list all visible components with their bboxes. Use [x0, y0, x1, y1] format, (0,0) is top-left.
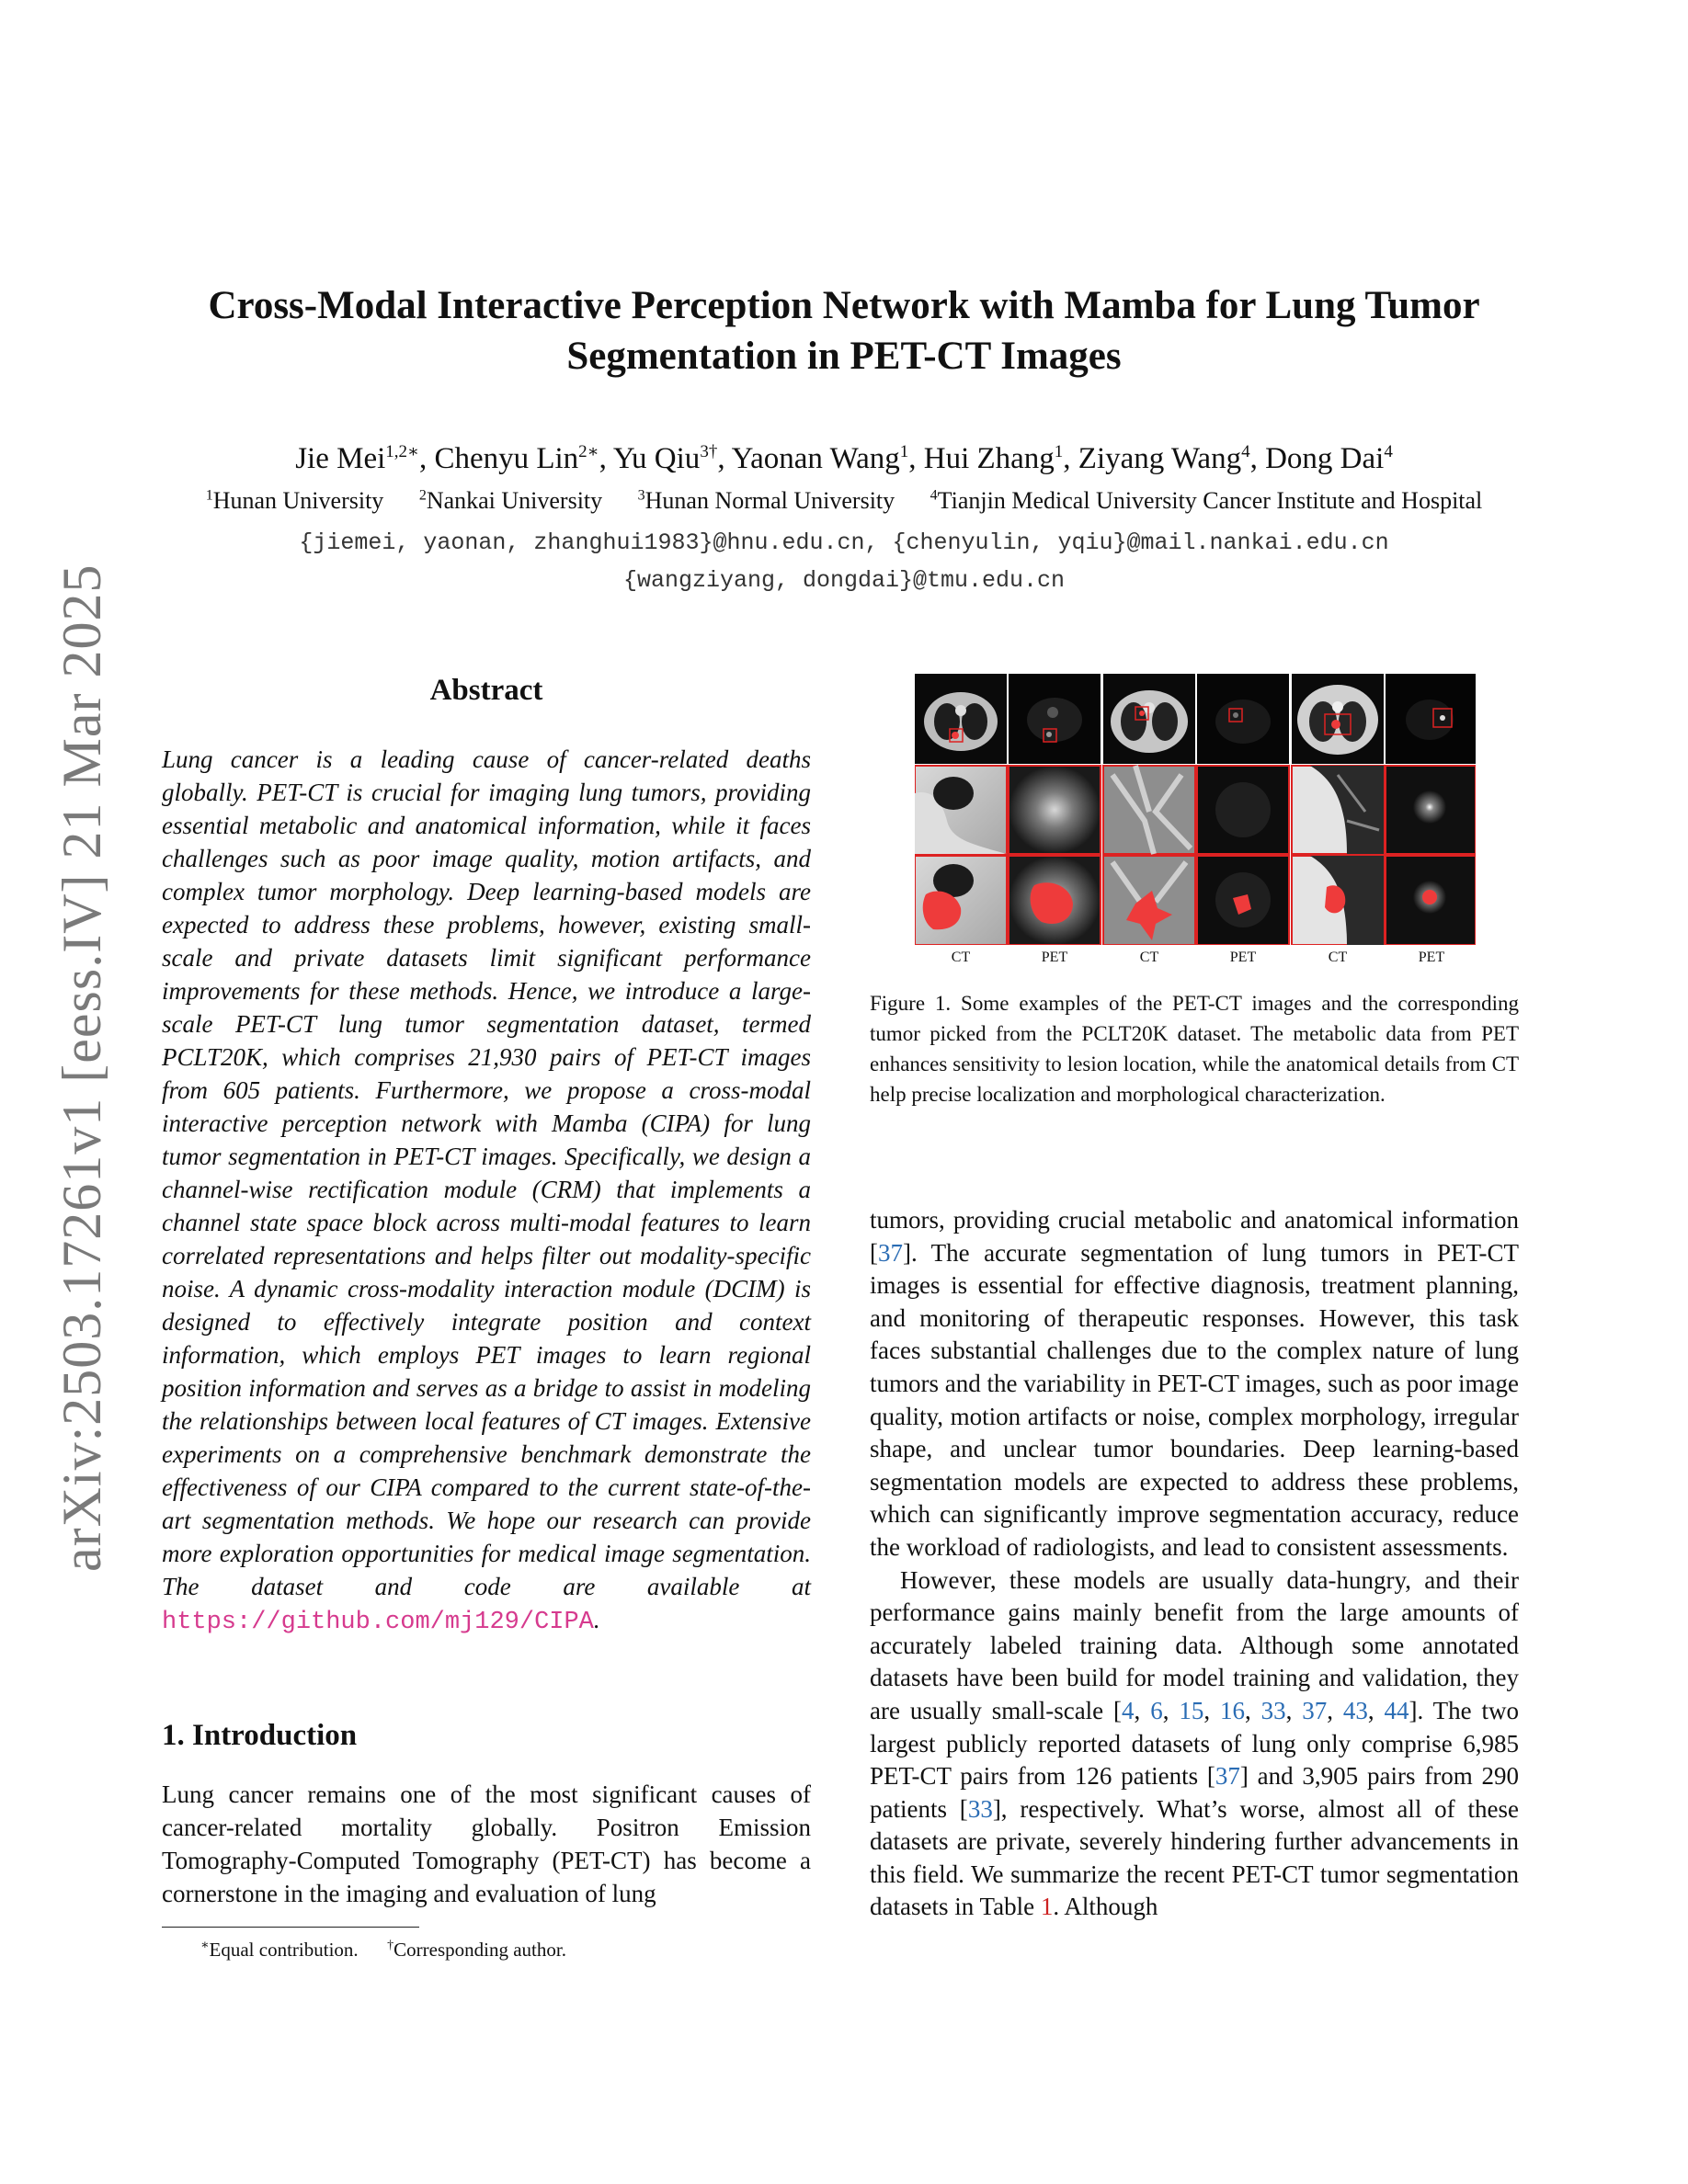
pet-zoom-1: [1009, 766, 1101, 854]
text-run: ] and 3,905 pairs from 290 patients [: [870, 1762, 1519, 1823]
citation-link[interactable]: 37: [1215, 1762, 1240, 1791]
abstract-heading: Abstract: [429, 674, 543, 707]
text-run: . Although: [1053, 1893, 1158, 1921]
author-name: Chenyu Lin: [434, 442, 579, 475]
author-affiliation-mark: 1,2∗: [385, 442, 419, 461]
affiliation-number: 3: [637, 487, 645, 504]
footnote-corresponding-author: Corresponding author.: [393, 1939, 566, 1961]
figure-1-panels: [915, 674, 1476, 945]
introduction-heading: 1. Introduction: [162, 1719, 358, 1752]
abstract-body: [162, 743, 811, 1639]
text-run: tumors, providing crucial metabolic and anatomical information [: [870, 1206, 1519, 1267]
row-full-slices: [915, 674, 1476, 764]
arxiv-identifier: arXiv:2503.17261v1 [eess.IV] 21 Mar 2025: [51, 563, 112, 1572]
text-run: However, these models are usually data-hungry, and their performance gains mainly benefit from the large amounts of accurately labeled training data. Although some annotated datasets have been build for model training and validation, they are usually small-scale [: [870, 1565, 1519, 1724]
affiliation-item: [638, 487, 895, 514]
citation-link[interactable]: 44: [1384, 1696, 1409, 1724]
figure-column-label: PET: [1041, 950, 1068, 965]
affiliation-list: [0, 487, 1688, 515]
paragraph: However, these models are usually data-hungry, and their performance gains mainly benefit from the large amounts of accurately labeled training data. Although some annotated datasets have been build for model training and validation, they are usually small-scale [4, 6, 15, 16, 33, 37, 43, 44]. The two largest publicly reported datasets of lung only comprise 6,985 PET-CT pairs from 126 patients [37] and 3,905 pairs from 290 patients [33], respectively. What’s worse, almost all of these datasets are private, severely hindering further advancements in this field. We summarize the recent PET-CT tumor segmentation datasets in Table 1. Although: [870, 1565, 1520, 1921]
email-line-2: {wangziyang, dongdai}@tmu.edu.cn: [622, 567, 1066, 594]
footnotes: [200, 1938, 566, 1962]
citation-link[interactable]: 6: [1150, 1696, 1163, 1724]
affiliation-item: [419, 487, 602, 514]
affiliation-number: 2: [418, 487, 427, 504]
paper-title: [147, 280, 1541, 381]
author-name: Hui Zhang: [923, 442, 1055, 475]
citation-link[interactable]: 33: [967, 1794, 993, 1823]
author-name: Ziyang Wang: [1078, 442, 1242, 475]
author-affiliation-mark: 1: [899, 442, 909, 461]
author-affiliation-mark: 4: [1384, 442, 1393, 461]
figure-column-label: PET: [1229, 950, 1257, 965]
affiliation-name: Hunan Normal University: [644, 487, 895, 514]
text-run: ], respectively. What’s worse, almost all of these datasets are private, severely hindering further advancements in this field. We summarize the recent PET-CT tumor segmentation datasets in Table: [870, 1794, 1519, 1921]
figure-column-label: PET: [1418, 950, 1445, 965]
citation-link[interactable]: 37: [1302, 1696, 1328, 1724]
figure-column-label: CT: [1139, 950, 1159, 965]
title-line-2: Segmentation in PET-CT Images: [566, 335, 1122, 378]
author-list: Jie Mei$^{1,2∗}$, Chenyu Lin$^{2∗}$, Yu Qiu$^{3\dagger}$, Yaonan Wang$^1$, Hui Zhang$^1$, Ziyang Wang$^4$, Dong Dai$^4$: [295, 442, 1393, 475]
affiliation-name: Nankai University: [426, 487, 603, 514]
abstract-end: .: [593, 1606, 600, 1633]
footnote-equal-contribution: Equal contribution.: [209, 1939, 359, 1961]
abstract-text: Lung cancer is a leading cause of cancer-related deaths globally. PET-CT is crucial for imaging lung tumors, providing essential metabolic and anatomical information, while it faces challenges such as poor image quality, motion artifacts, and complex tumor morphology. Deep learning-based models are expected to address these problems, however, existing small-scale and private datasets limit significant performance improvements for these methods. Hence, we introduce a large-scale PET-CT lung tumor segmentation dataset, termed PCLT20K, which comprises 21,930 pairs of PET-CT images from 605 patients. Furthermore, we propose a cross-modal interactive perception network with Mamba (CIPA) for lung tumor segmentation in PET-CT images. Specifically, we design a channel-wise rectification module (CRM) that implements a channel state space block across multi-modal features to learn correlated representations and helps filter out modality-specific noise. A dynamic cross-modality interaction module (DCIM) is designed to effectively integrate position and context information, which employs PET images to learn regional position information and serves as a bridge to assist in modeling the relationships between local features of CT images. Extensive experiments on a comprehensive benchmark demonstrate the effectiveness of our CIPA compared to the current state-of-the-art segmentation methods. We hope our research can provide more exploration opportunities for medical image segmentation. The dataset and code are available at: [162, 745, 811, 1600]
footnote-mark: †: [387, 1939, 394, 1952]
figure-column-label: CT: [951, 950, 971, 965]
author-affiliation-mark: 3†: [700, 442, 718, 461]
author-name: Yaonan Wang: [731, 442, 900, 475]
affiliation-number: 4: [930, 487, 938, 504]
figure-1-image-grid: [915, 674, 1476, 945]
text-run: ]. The two largest publicly reported datasets of lung only comprise 6,985 PET-CT pairs from 126 patients [: [870, 1696, 1520, 1791]
github-link[interactable]: https://github.com/mj129/CIPA: [162, 1609, 594, 1636]
paragraph: [870, 1204, 1519, 1564]
citation-link[interactable]: 43: [1342, 1696, 1368, 1724]
row-mask-overlays: [915, 856, 1476, 945]
affiliation-number: 1: [205, 487, 213, 504]
author-name: Jie Mei: [295, 442, 386, 475]
row-zoomed-crops: [915, 766, 1476, 854]
author-affiliation-mark: 1: [1054, 442, 1064, 461]
footnote-rule: [162, 1927, 419, 1928]
citation-link[interactable]: 37: [878, 1238, 903, 1267]
right-column-body: [870, 1204, 1519, 1924]
affiliation-item: [206, 487, 384, 514]
citation-link[interactable]: 33: [1260, 1696, 1286, 1724]
affiliation-name: Hunan University: [212, 487, 384, 514]
text-run: ]. The accurate segmentation of lung tumors in PET-CT images is essential for effective diagnosis, treatment planning, and monitoring of therapeutic responses. However, this task faces substantial challenges due to the complex nature of lung tumors and the variability in PET-CT images, such as poor image quality, motion artifacts or noise, complex morphology, irregular shape, and unclear tumor boundaries. Deep learning-based segmentation models are expected to address these problems, which can significantly improve segmentation accuracy, reduce the workload of radiologists, and lead to consistent assessments.: [870, 1238, 1519, 1561]
email-line-1: {jiemei, yaonan, zhanghui1983}@hnu.edu.cn, {chenyulin, yqiu}@mail.nankai.edu.cn: [299, 529, 1389, 556]
affiliation-name: Tianjin Medical University Cancer Institute and Hospital: [937, 487, 1483, 514]
citation-link[interactable]: 16: [1219, 1696, 1245, 1724]
title-line-1: Cross-Modal Interactive Perception Network with Mamba for Lung Tumor: [208, 284, 1480, 327]
citation-link[interactable]: 15: [1179, 1696, 1204, 1724]
author-name: Dong Dai: [1265, 442, 1385, 475]
author-affiliation-mark: 2∗: [578, 442, 599, 461]
footnote-mark: ∗: [200, 1939, 210, 1952]
author-name: Yu Qiu: [612, 442, 701, 475]
affiliation-item: [930, 487, 1483, 514]
citation-link[interactable]: 4: [1122, 1696, 1135, 1724]
table-reference-link[interactable]: 1: [1040, 1893, 1054, 1921]
figure-column-label: CT: [1328, 950, 1348, 965]
author-affiliation-mark: 4: [1241, 442, 1250, 461]
figure-1-caption: Figure 1. Some examples of the PET-CT images and the corresponding tumor picked from the PCLT20K dataset. The metabolic data from PET enhances sensitivity to lesion location, while the anatomical details from CT help precise localization and morphological characterization.: [870, 992, 1519, 1106]
introduction-body: Lung cancer remains one of the most significant causes of cancer-related mortality globally. Positron Emission Tomography-Computed Tomography (PET-CT) has become a cornerstone in the imaging and evaluation of lung: [162, 1780, 811, 1907]
